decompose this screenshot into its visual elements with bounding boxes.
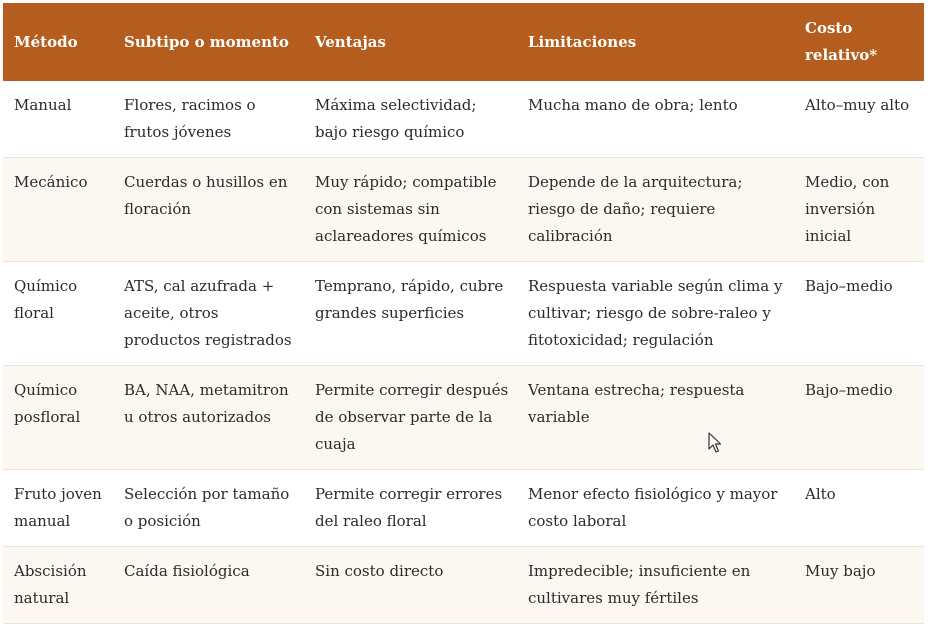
cell-method: Químico floral <box>3 262 113 366</box>
cell-advantages: Sin costo directo <box>304 547 517 624</box>
header-method: Método <box>3 3 113 81</box>
table-row <box>3 262 924 366</box>
cell-relative-cost: Bajo–medio <box>794 366 924 470</box>
table-body <box>3 81 924 624</box>
cell-relative-cost: Bajo–medio <box>794 262 924 366</box>
cell-method: Manual <box>3 81 113 158</box>
table-row <box>3 81 924 158</box>
cell-advantages: Permite corregir después de observar parte de la cuaja <box>304 366 517 470</box>
table-row <box>3 547 924 624</box>
table-row <box>3 470 924 547</box>
cell-subtype: Caída fisiológica <box>113 547 304 624</box>
cell-limitations: Menor efecto fisiológico y mayor costo laboral <box>517 470 794 547</box>
cell-limitations: Ventana estrecha; respuesta variable <box>517 366 794 470</box>
cell-subtype: Selección por tamaño o posición <box>113 470 304 547</box>
cell-subtype: Flores, racimos o frutos jóvenes <box>113 81 304 158</box>
header-subtype: Subtipo o momento <box>113 3 304 81</box>
cell-relative-cost: Alto <box>794 470 924 547</box>
cell-limitations: Impredecible; insuficiente en cultivares muy fértiles <box>517 547 794 624</box>
comparison-table-container <box>3 3 924 624</box>
cell-subtype: ATS, cal azufrada + aceite, otros productos registrados <box>113 262 304 366</box>
cell-method: Abscisión natural <box>3 547 113 624</box>
header-advantages: Ventajas <box>304 3 517 81</box>
cell-advantages: Permite corregir errores del raleo floral <box>304 470 517 547</box>
table-row <box>3 366 924 470</box>
cell-advantages: Temprano, rápido, cubre grandes superficies <box>304 262 517 366</box>
table-header <box>3 3 924 81</box>
cell-relative-cost: Alto–muy alto <box>794 81 924 158</box>
cell-relative-cost: Medio, con inversión inicial <box>794 158 924 262</box>
cell-method: Mecánico <box>3 158 113 262</box>
cell-subtype: BA, NAA, metamitron u otros autorizados <box>113 366 304 470</box>
cell-limitations: Mucha mano de obra; lento <box>517 81 794 158</box>
header-row <box>3 3 924 81</box>
table-row <box>3 158 924 262</box>
thinning-methods-table <box>3 3 924 624</box>
cell-method: Fruto joven manual <box>3 470 113 547</box>
cell-method: Químico posfloral <box>3 366 113 470</box>
header-limitations: Limitaciones <box>517 3 794 81</box>
header-relative-cost: Costo relativo* <box>794 3 924 81</box>
cell-subtype: Cuerdas o husillos en floración <box>113 158 304 262</box>
cell-advantages: Muy rápido; compatible con sistemas sin aclareadores químicos <box>304 158 517 262</box>
cell-limitations: Respuesta variable según clima y cultivar; riesgo de sobre-raleo y fitotoxicidad; regulación <box>517 262 794 366</box>
cell-relative-cost: Muy bajo <box>794 547 924 624</box>
cell-limitations: Depende de la arquitectura; riesgo de daño; requiere calibración <box>517 158 794 262</box>
cell-advantages: Máxima selectividad; bajo riesgo químico <box>304 81 517 158</box>
mouse-pointer-icon <box>708 432 722 454</box>
